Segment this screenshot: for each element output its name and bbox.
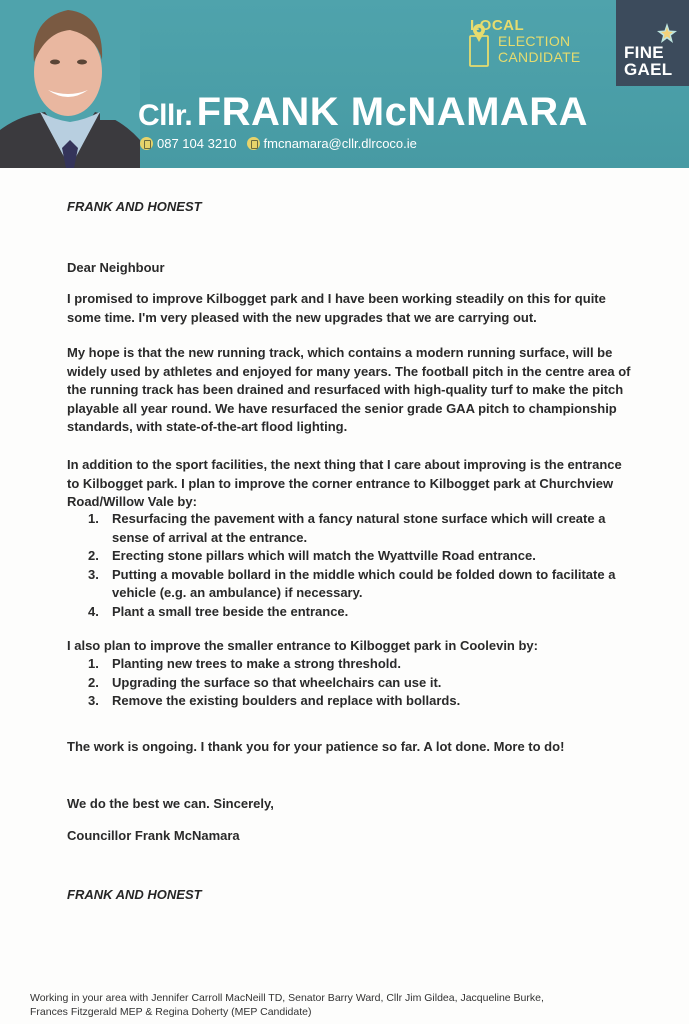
contact-details [140,136,417,151]
list-item: 1. Planting new trees to make a strong threshold. [88,656,401,671]
signature: Councillor Frank McNamara [67,828,240,843]
closing-paragraph: The work is ongoing. I thank you for your patience so far. A lot done. More to do! [67,739,565,754]
party-name-line2: GAEL [624,60,673,79]
footer-line-2: Frances Fitzgerald MEP & Regina Doherty (MEP Candidate) [30,1006,312,1018]
footer-line-1: Working in your area with Jennifer Carroll MacNeill TD, Senator Barry Ward, Cllr Jim Gildea, Jacqueline Burke, [30,992,544,1004]
campaign-banner [0,0,689,168]
badge-candidate-text: CANDIDATE [498,49,581,65]
slogan-top: FRANK AND HONEST [67,199,202,214]
list-item: 2. Upgrading the surface so that wheelchairs can use it. [88,674,442,690]
salutation: Dear Neighbour [67,260,165,275]
email-address[interactable]: fmcnamara@cllr.dlrcoco.ie [263,136,417,151]
footer-note [30,991,650,1019]
paragraph-3: In addition to the sport facilities, the next thing that I care about improving is the entrance to Kilbogget park. I plan to improve the corner entrance to Kilbogget park at Churchview Road/Willow Vale by: [67,457,622,509]
candidate-portrait [0,0,140,168]
list-item: 4. Plant a small tree beside the entrance. [88,603,349,619]
paragraph-4: I also plan to improve the smaller entrance to Kilbogget park in Coolevin by: [67,638,538,653]
coolevin-entrance-list [88,655,628,711]
phone-number: 087 104 3210 [157,136,237,151]
phone-icon [140,137,153,150]
list-item: 1. Resurfacing the pavement with a fancy natural stone surface which will create a sense of arrival at the entrance. [88,511,606,545]
list-item: 2. Erecting stone pillars which will match the Wyattville Road entrance. [88,548,536,563]
list-item: 3. Putting a movable bollard in the middle which could be folded down to facilitate a vehicle (e.g. an ambulance) if necessary. [88,566,616,600]
list-item: 3. Remove the existing boulders and replace with bollards. [88,693,461,708]
slogan-bottom: FRANK AND HONEST [67,887,202,902]
mouse-icon [247,137,260,150]
candidate-name [138,90,588,135]
corner-entrance-list [88,510,628,621]
party-name-line1: FINE [624,43,664,62]
portrait-image-icon [0,0,140,168]
badge-election-text: ELECTION [498,33,571,49]
fine-gael-logo [616,0,689,86]
candidate-full-name: FRANK McNAMARA [196,90,589,134]
paragraph-1: I promised to improve Kilbogget park and I have been working steadily on this for quite some time. I'm very pleased with the new upgrades that we are carrying out. [67,291,606,325]
star-icon [656,22,678,44]
paragraph-2: My hope is that the new running track, which contains a modern running surface, will be widely used by athletes and enjoyed for many years. The football pitch in the centre area of the running track has been drained and resurfaced with high-quality turf to make the pitch playable all year round. We have resurfaced the senior grade GAA pitch to championship standards, with state-of-the-art flood lighting. [67,345,631,434]
signoff: We do the best we can. Sincerely, [67,796,274,811]
candidate-title: Cllr. [138,99,193,132]
badge-local-text: LOCAL [470,17,525,34]
local-election-candidate-badge [468,14,598,70]
